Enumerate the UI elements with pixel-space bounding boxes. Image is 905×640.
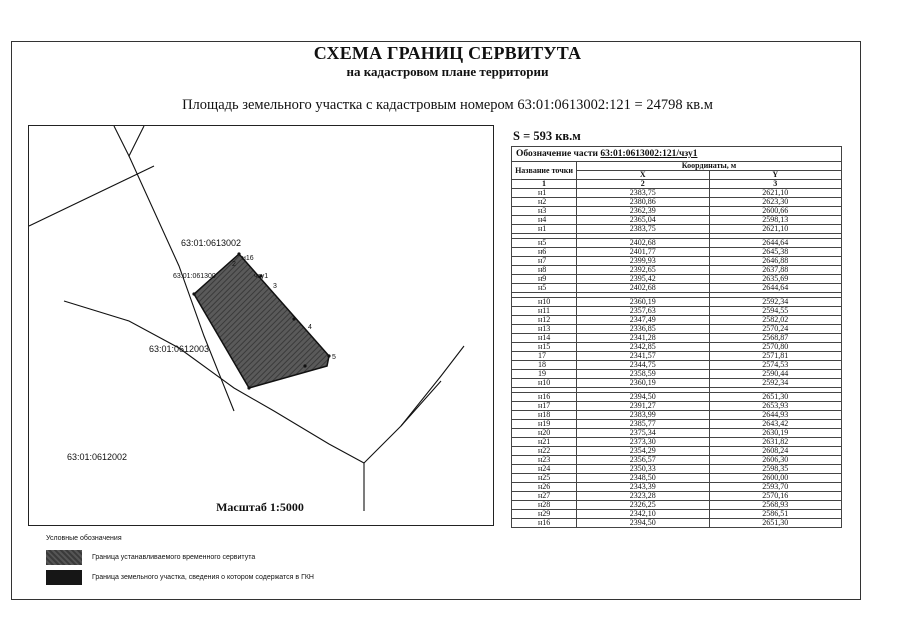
boundary-line [364, 381, 441, 463]
y-cell: 2644,64 [709, 284, 842, 293]
y-cell: 2568,87 [709, 334, 842, 343]
point-label: 4 [308, 324, 312, 331]
y-cell: 2653,93 [709, 402, 842, 411]
y-cell: 2598,13 [709, 216, 842, 225]
table-row [512, 325, 842, 334]
point-name-cell: н4 [512, 216, 577, 225]
table-row [512, 198, 842, 207]
y-cell: 2606,30 [709, 456, 842, 465]
y-cell: 2646,88 [709, 257, 842, 266]
legend-item [46, 570, 314, 585]
point-name-cell: 19 [512, 370, 577, 379]
point-label: 2 [232, 261, 236, 268]
table-row [512, 316, 842, 325]
boundary-point [192, 292, 195, 295]
table-row [512, 284, 842, 293]
x-cell: 2323,28 [577, 492, 710, 501]
table-row [512, 456, 842, 465]
column-number: 3 [709, 180, 842, 189]
x-cell: 2391,27 [577, 402, 710, 411]
point-name-cell: н3 [512, 207, 577, 216]
y-cell: 2651,30 [709, 393, 842, 402]
table-row [512, 216, 842, 225]
table-row [512, 519, 842, 528]
x-cell: 2383,75 [577, 189, 710, 198]
table-row [512, 257, 842, 266]
y-cell: 2593,70 [709, 483, 842, 492]
servitude-area-value: S = 593 кв.м [513, 129, 581, 143]
point-name-cell: н16 [512, 393, 577, 402]
x-cell: 2380,86 [577, 198, 710, 207]
parcel-area-line: Площадь земельного участка с кадастровым номером 63:01:0613002:121 = 24798 кв.м [182, 97, 713, 113]
table-row [512, 420, 842, 429]
table-row [512, 207, 842, 216]
cadastral-map [28, 125, 494, 526]
y-cell: 2600,66 [709, 207, 842, 216]
document-title: СХЕМА ГРАНИЦ СЕРВИТУТА [313, 43, 582, 63]
x-cell: 2358,59 [577, 370, 710, 379]
quarter-label: 63:01:0613002 [181, 238, 242, 248]
x-cell: 2375,34 [577, 429, 710, 438]
table-row [512, 447, 842, 456]
y-cell: 2608,24 [709, 447, 842, 456]
boundary-point [237, 252, 240, 255]
y-cell: 2630,19 [709, 429, 842, 438]
table-row [512, 393, 842, 402]
table-row [512, 492, 842, 501]
x-cell: 2350,33 [577, 465, 710, 474]
x-cell: 2401,77 [577, 248, 710, 257]
part-label: чзу1 [254, 273, 269, 280]
y-cell: 2635,69 [709, 275, 842, 284]
y-cell: 2600,00 [709, 474, 842, 483]
x-cell: 2383,75 [577, 225, 710, 234]
point-name-cell: н13 [512, 325, 577, 334]
table-row [512, 307, 842, 316]
table-row [512, 402, 842, 411]
y-cell: 2631,82 [709, 438, 842, 447]
table-caption-row [512, 147, 842, 162]
x-cell: 2354,29 [577, 447, 710, 456]
y-cell: 2637,88 [709, 266, 842, 275]
point-name-cell: н16 [512, 519, 577, 528]
column-number: 1 [512, 180, 577, 189]
y-cell: 2582,02 [709, 316, 842, 325]
point-name-cell: 18 [512, 361, 577, 370]
point-name-cell: н21 [512, 438, 577, 447]
table-row [512, 225, 842, 234]
header-coordinates: Координаты, м [577, 162, 842, 171]
point-name-cell: н23 [512, 456, 577, 465]
y-cell: 2574,53 [709, 361, 842, 370]
table-row [512, 189, 842, 198]
point-name-cell: н10 [512, 379, 577, 388]
map-scale: Масштаб 1:5000 [216, 500, 304, 514]
point-name-cell: н19 [512, 420, 577, 429]
x-cell: 2336,85 [577, 325, 710, 334]
quarter-label: 63:01:0612003 [149, 344, 210, 354]
point-name-cell: н18 [512, 411, 577, 420]
table-row [512, 438, 842, 447]
point-name-cell: 17 [512, 352, 577, 361]
x-cell: 2394,50 [577, 519, 710, 528]
x-cell: 2402,68 [577, 284, 710, 293]
table-row [512, 266, 842, 275]
legend-title: Условные обозначения [46, 535, 122, 542]
point-label: 3 [273, 283, 277, 290]
y-cell: 2570,16 [709, 492, 842, 501]
x-cell: 2347,49 [577, 316, 710, 325]
y-cell: 2621,10 [709, 225, 842, 234]
coordinates-table [511, 146, 842, 528]
header-x: X [577, 171, 710, 180]
table-row [512, 361, 842, 370]
point-name-cell: н17 [512, 402, 577, 411]
boundary-line [29, 166, 154, 226]
x-cell: 2362,39 [577, 207, 710, 216]
table-header-row [512, 162, 842, 171]
table-row [512, 379, 842, 388]
x-cell: 2399,93 [577, 257, 710, 266]
y-cell: 2598,35 [709, 465, 842, 474]
table-row [512, 334, 842, 343]
table-row [512, 248, 842, 257]
table-column-numbers [512, 180, 842, 189]
table-row [512, 501, 842, 510]
point-name-cell: н2 [512, 198, 577, 207]
legend-swatch [46, 550, 82, 565]
boundary-point [247, 386, 250, 389]
boundary-point [303, 364, 306, 367]
point-name-cell: н27 [512, 492, 577, 501]
legend-item [46, 550, 255, 565]
x-cell: 2394,50 [577, 393, 710, 402]
table-row [512, 429, 842, 438]
table-row [512, 483, 842, 492]
point-name-cell: н5 [512, 284, 577, 293]
point-name-cell: н1 [512, 225, 577, 234]
y-cell: 2586,51 [709, 510, 842, 519]
y-cell: 2592,34 [709, 298, 842, 307]
point-name-cell: н7 [512, 257, 577, 266]
table-row [512, 275, 842, 284]
boundary-point [327, 354, 330, 357]
table-row [512, 352, 842, 361]
x-cell: 2395,42 [577, 275, 710, 284]
y-cell: 2623,30 [709, 198, 842, 207]
x-cell: 2373,30 [577, 438, 710, 447]
point-name-cell: н26 [512, 483, 577, 492]
x-cell: 2326,25 [577, 501, 710, 510]
part-cadastral-number: 63:01:0613002:121/чзу1 [600, 149, 698, 159]
point-name-cell: н15 [512, 343, 577, 352]
x-cell: 2385,77 [577, 420, 710, 429]
x-cell: 2341,57 [577, 352, 710, 361]
y-cell: 2644,64 [709, 239, 842, 248]
y-cell: 2643,42 [709, 420, 842, 429]
y-cell: 2568,93 [709, 501, 842, 510]
table-row [512, 343, 842, 352]
table-row [512, 465, 842, 474]
header-point-name: Название точки [512, 162, 577, 180]
y-cell: 2571,81 [709, 352, 842, 361]
point-name-cell: н11 [512, 307, 577, 316]
y-cell: 2644,93 [709, 411, 842, 420]
point-label: н16 [242, 255, 254, 262]
point-name-cell: н20 [512, 429, 577, 438]
x-cell: 2383,99 [577, 411, 710, 420]
point-name-cell: н12 [512, 316, 577, 325]
column-number: 2 [577, 180, 710, 189]
table-row [512, 411, 842, 420]
boundary-point [292, 317, 295, 320]
x-cell: 2341,28 [577, 334, 710, 343]
x-cell: 2402,68 [577, 239, 710, 248]
legend-swatch [46, 570, 82, 585]
x-cell: 2392,65 [577, 266, 710, 275]
x-cell: 2360,19 [577, 379, 710, 388]
boundary-line [114, 126, 144, 156]
parcel-label: 63:01:061300 [173, 273, 216, 280]
x-cell: 2360,19 [577, 298, 710, 307]
table-row [512, 298, 842, 307]
x-cell: 2348,50 [577, 474, 710, 483]
y-cell: 2621,10 [709, 189, 842, 198]
y-cell: 2651,30 [709, 519, 842, 528]
y-cell: 2592,34 [709, 379, 842, 388]
table-row [512, 239, 842, 248]
point-name-cell: н24 [512, 465, 577, 474]
point-name-cell: н14 [512, 334, 577, 343]
y-cell: 2645,38 [709, 248, 842, 257]
y-cell: 2570,24 [709, 325, 842, 334]
x-cell: 2357,63 [577, 307, 710, 316]
x-cell: 2342,85 [577, 343, 710, 352]
legend-label: Граница устанавливаемого временного сервитута [92, 554, 256, 561]
x-cell: 2343,39 [577, 483, 710, 492]
point-name-cell: н8 [512, 266, 577, 275]
point-name-cell: н29 [512, 510, 577, 519]
y-cell: 2590,44 [709, 370, 842, 379]
point-label: 5 [332, 354, 336, 361]
table-row [512, 474, 842, 483]
y-cell: 2570,80 [709, 343, 842, 352]
point-name-cell: н1 [512, 189, 577, 198]
table-row [512, 370, 842, 379]
boundary-line [401, 346, 464, 426]
point-name-cell: н5 [512, 239, 577, 248]
document-subtitle: на кадастровом плане территории [346, 64, 549, 79]
table-caption: Обозначение части 63:01:0613002:121/чзу1 [512, 147, 842, 162]
header-y: Y [709, 171, 842, 180]
point-name-cell: н6 [512, 248, 577, 257]
point-name-cell: н10 [512, 298, 577, 307]
point-name-cell: н25 [512, 474, 577, 483]
x-cell: 2356,57 [577, 456, 710, 465]
quarter-label: 63:01:0612002 [67, 452, 128, 462]
table-row [512, 510, 842, 519]
point-name-cell: н22 [512, 447, 577, 456]
map-drawing [29, 126, 493, 525]
legend-label: Граница земельного участка, сведения о котором содержатся в ГКН [92, 574, 314, 581]
y-cell: 2594,55 [709, 307, 842, 316]
x-cell: 2342,10 [577, 510, 710, 519]
point-name-cell: н28 [512, 501, 577, 510]
point-name-cell: н9 [512, 275, 577, 284]
x-cell: 2365,04 [577, 216, 710, 225]
x-cell: 2344,75 [577, 361, 710, 370]
